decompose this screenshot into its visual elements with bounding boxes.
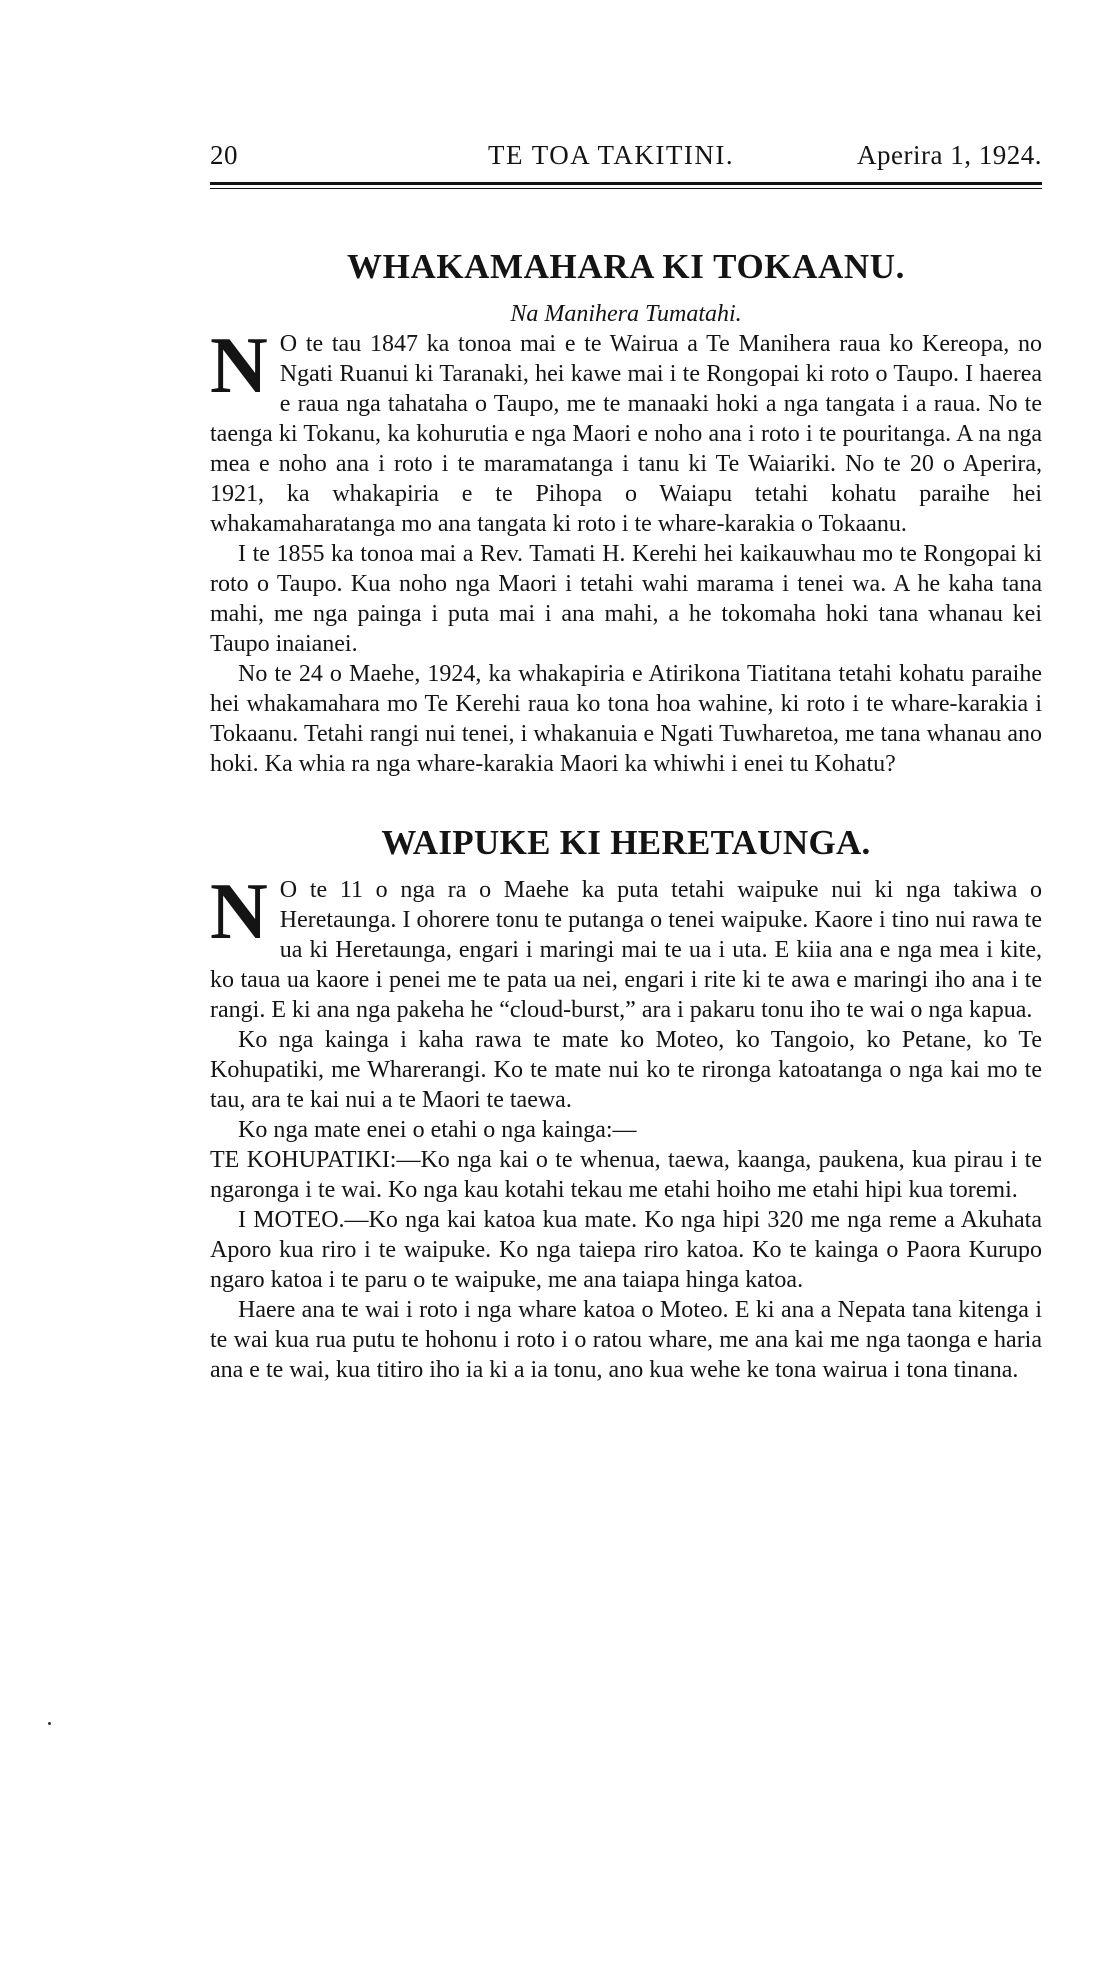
article-paragraph: No te 24 o Maehe, 1924, ka whakapiria e Atirikona Tiatitana tetahi kohatu paraihe hei whakamahara mo Te Kerehi raua ko tona hoa wahine, ki roto i te whare-karakia i Tokaanu. Tetahi rangi nui tenei, i whakanuia e Ngati Tuwharetoa, me tana whanau ano hoki. Ka whia ra nga whare-karakia Maori ka whiwhi i enei tu Kohatu?	[210, 661, 1042, 777]
article-paragraph: N O te tau 1847 ka tonoa mai e te Wairua a Te Manihera raua ko Kereopa, no Ngati Ruanui ki Taranaki, hei kawe mai i te Rongopai ki roto o Taupo. I haerea e raua nga tahataha o Taupo, me te manaaki hoki a nga tangata i a raua. No te taenga ki Tokanu, ka kohurutia e nga Maori e noho ana i roto i te pouritanga. A na nga mea e noho ana i roto i te maramatanga i tanu ki Te Waiariki. No te 20 o Aperira, 1921, ka whakapiria e te Pihopa o Waiapu tetahi kohatu paraihe hei whakamaharatanga mo ana tangata ki roto i te whare-karakia o Tokaanu.	[210, 322, 1042, 537]
article-paragraph: Haere ana te wai i roto i nga whare katoa o Moteo. E ki ana a Nepata tana kitenga i te wai kua rua putu te hohonu i roto i o ratou whare, me ana kai me nga taonga e haria ana e te wai, kua titiro iho ia ki a ia tonu, ano kua wehe ke tona wairua i tona tinana.	[210, 1297, 1042, 1383]
running-header	[210, 140, 1042, 180]
article-title: WHAKAMAHARA KI TOKAANU.	[347, 247, 905, 286]
article-paragraph: Ko nga kainga i kaha rawa te mate ko Moteo, ko Tangoio, ko Petane, ko Te Kohupatiki, me Wharerangi. Ko te mate nui ko te rironga katoatanga o nga kai mo te tau, ara te kai nui a te Maori te taewa.	[210, 1027, 1042, 1113]
article-title-2: WAIPUKE KI HERETAUNGA.	[381, 823, 871, 862]
issue-date: Aperira 1, 1924.	[857, 140, 1042, 170]
drop-cap: N	[210, 868, 268, 956]
article-body-2	[210, 868, 1042, 1385]
article-paragraph: Ko nga mate enei o etahi o nga kainga:—	[238, 1117, 637, 1143]
header-rule-thin	[210, 188, 1042, 189]
page	[210, 140, 1042, 1385]
header-rule	[210, 182, 1042, 185]
publication-title: TE TOA TAKITINI.	[488, 140, 735, 170]
article-paragraph: TE KOHUPATIKI:—Ko nga kai o te whenua, taewa, kaanga, paukena, kua pirau i te ngaronga i te wai. Ko nga kau kotahi tekau me etahi hoiho me etahi hipi kua toremi.	[210, 1147, 1042, 1203]
page-number: 20	[210, 140, 238, 170]
article-body	[210, 322, 1042, 779]
article-paragraph: N O te 11 o nga ra o Maehe ka puta tetahi waipuke nui ki nga takiwa o Heretaunga. I ohorere tonu te putanga o tenei waipuke. Kaore i tino nui rawa te ua ki Heretaunga, engari i maringi mai te ua i uta. E kiia ana e nga mea i kite, ko taua ua kaore i penei me te pata ua nei, engari i rite ki te awa e maringi iho ana i te rangi. E ki ana nga pakeha he “cloud-burst,” ara i pakaru tonu iho te wai o nga kapua.	[210, 868, 1042, 1023]
article-paragraph: I te 1855 ka tonoa mai a Rev. Tamati H. Kerehi hei kaikauwhau mo te Rongopai ki roto o Taupo. Kua noho nga Maori i tetahi wahi marama i tenei wa. A he kaha tana mahi, me nga painga i puta mai i ana mahi, a he tokomaha hoki tana whanau kei Taupo inaianei.	[210, 541, 1042, 657]
scan-speck	[48, 1722, 51, 1725]
article-byline: Na Manihera Tumatahi.	[510, 301, 742, 327]
drop-cap: N	[210, 322, 268, 410]
article-paragraph: I MOTEO.—Ko nga kai katoa kua mate. Ko nga hipi 320 me nga reme a Akuhata Aporo kua riro i te waipuke. Ko nga taiepa riro katoa. Ko te kainga o Paora Kurupo ngaro katoa i te paru o te waipuke, me ana taiapa hinga katoa.	[210, 1207, 1042, 1293]
